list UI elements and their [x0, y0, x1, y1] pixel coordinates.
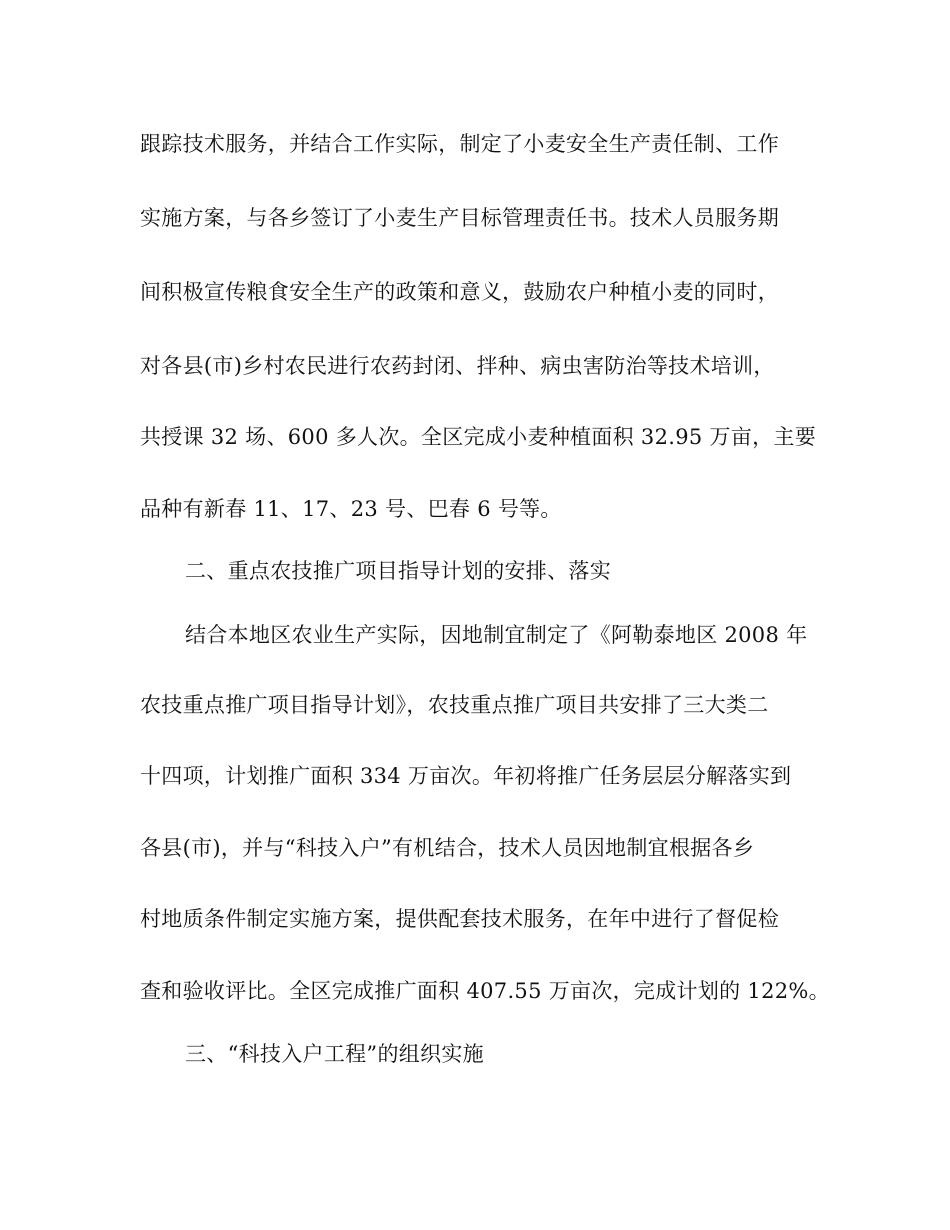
paragraph-line: 十四项，计划推广面积 334 万亩次。年初将推广任务层层分解落实到	[140, 764, 792, 788]
paragraph-line: 村地质条件制定实施方案，提供配套技术服务，在年中进行了督促检	[140, 907, 779, 931]
paragraph-line: 查和验收评比。全区完成推广面积 407.55 万亩次，完成计划的 122%。	[140, 979, 830, 1003]
section-heading: 三、“科技入户工程”的组织实施	[185, 1042, 484, 1066]
paragraph-line: 结合本地区农业生产实际，因地制宜制定了《阿勒泰地区 2008 年	[185, 623, 808, 647]
section-heading: 二、重点农技推广项目指导计划的安排、落实	[185, 559, 611, 583]
paragraph-line: 各县(市)，并与“科技入户”有机结合，技术人员因地制宜根据各乡	[140, 836, 755, 860]
paragraph-line: 对各县(市)乡村农民进行农药封闭、拌种、病虫害防治等技术培训，	[140, 354, 775, 378]
paragraph-line: 农技重点推广项目指导计划》，农技重点推广项目共安排了三大类二	[140, 693, 769, 717]
paragraph-line: 共授课 32 场、600 多人次。全区完成小麦种植面积 32.95 万亩，主要	[140, 425, 816, 449]
paragraph-line: 实施方案，与各乡签订了小麦生产目标管理责任书。技术人员服务期	[140, 206, 779, 230]
paragraph-line: 跟踪技术服务，并结合工作实际，制定了小麦安全生产责任制、工作	[140, 132, 779, 156]
paragraph-line: 间积极宣传粮食安全生产的政策和意义，鼓励农户种植小麦的同时，	[140, 280, 779, 304]
paragraph-line: 品种有新春 11、17、23 号、巴春 6 号等。	[140, 497, 562, 521]
